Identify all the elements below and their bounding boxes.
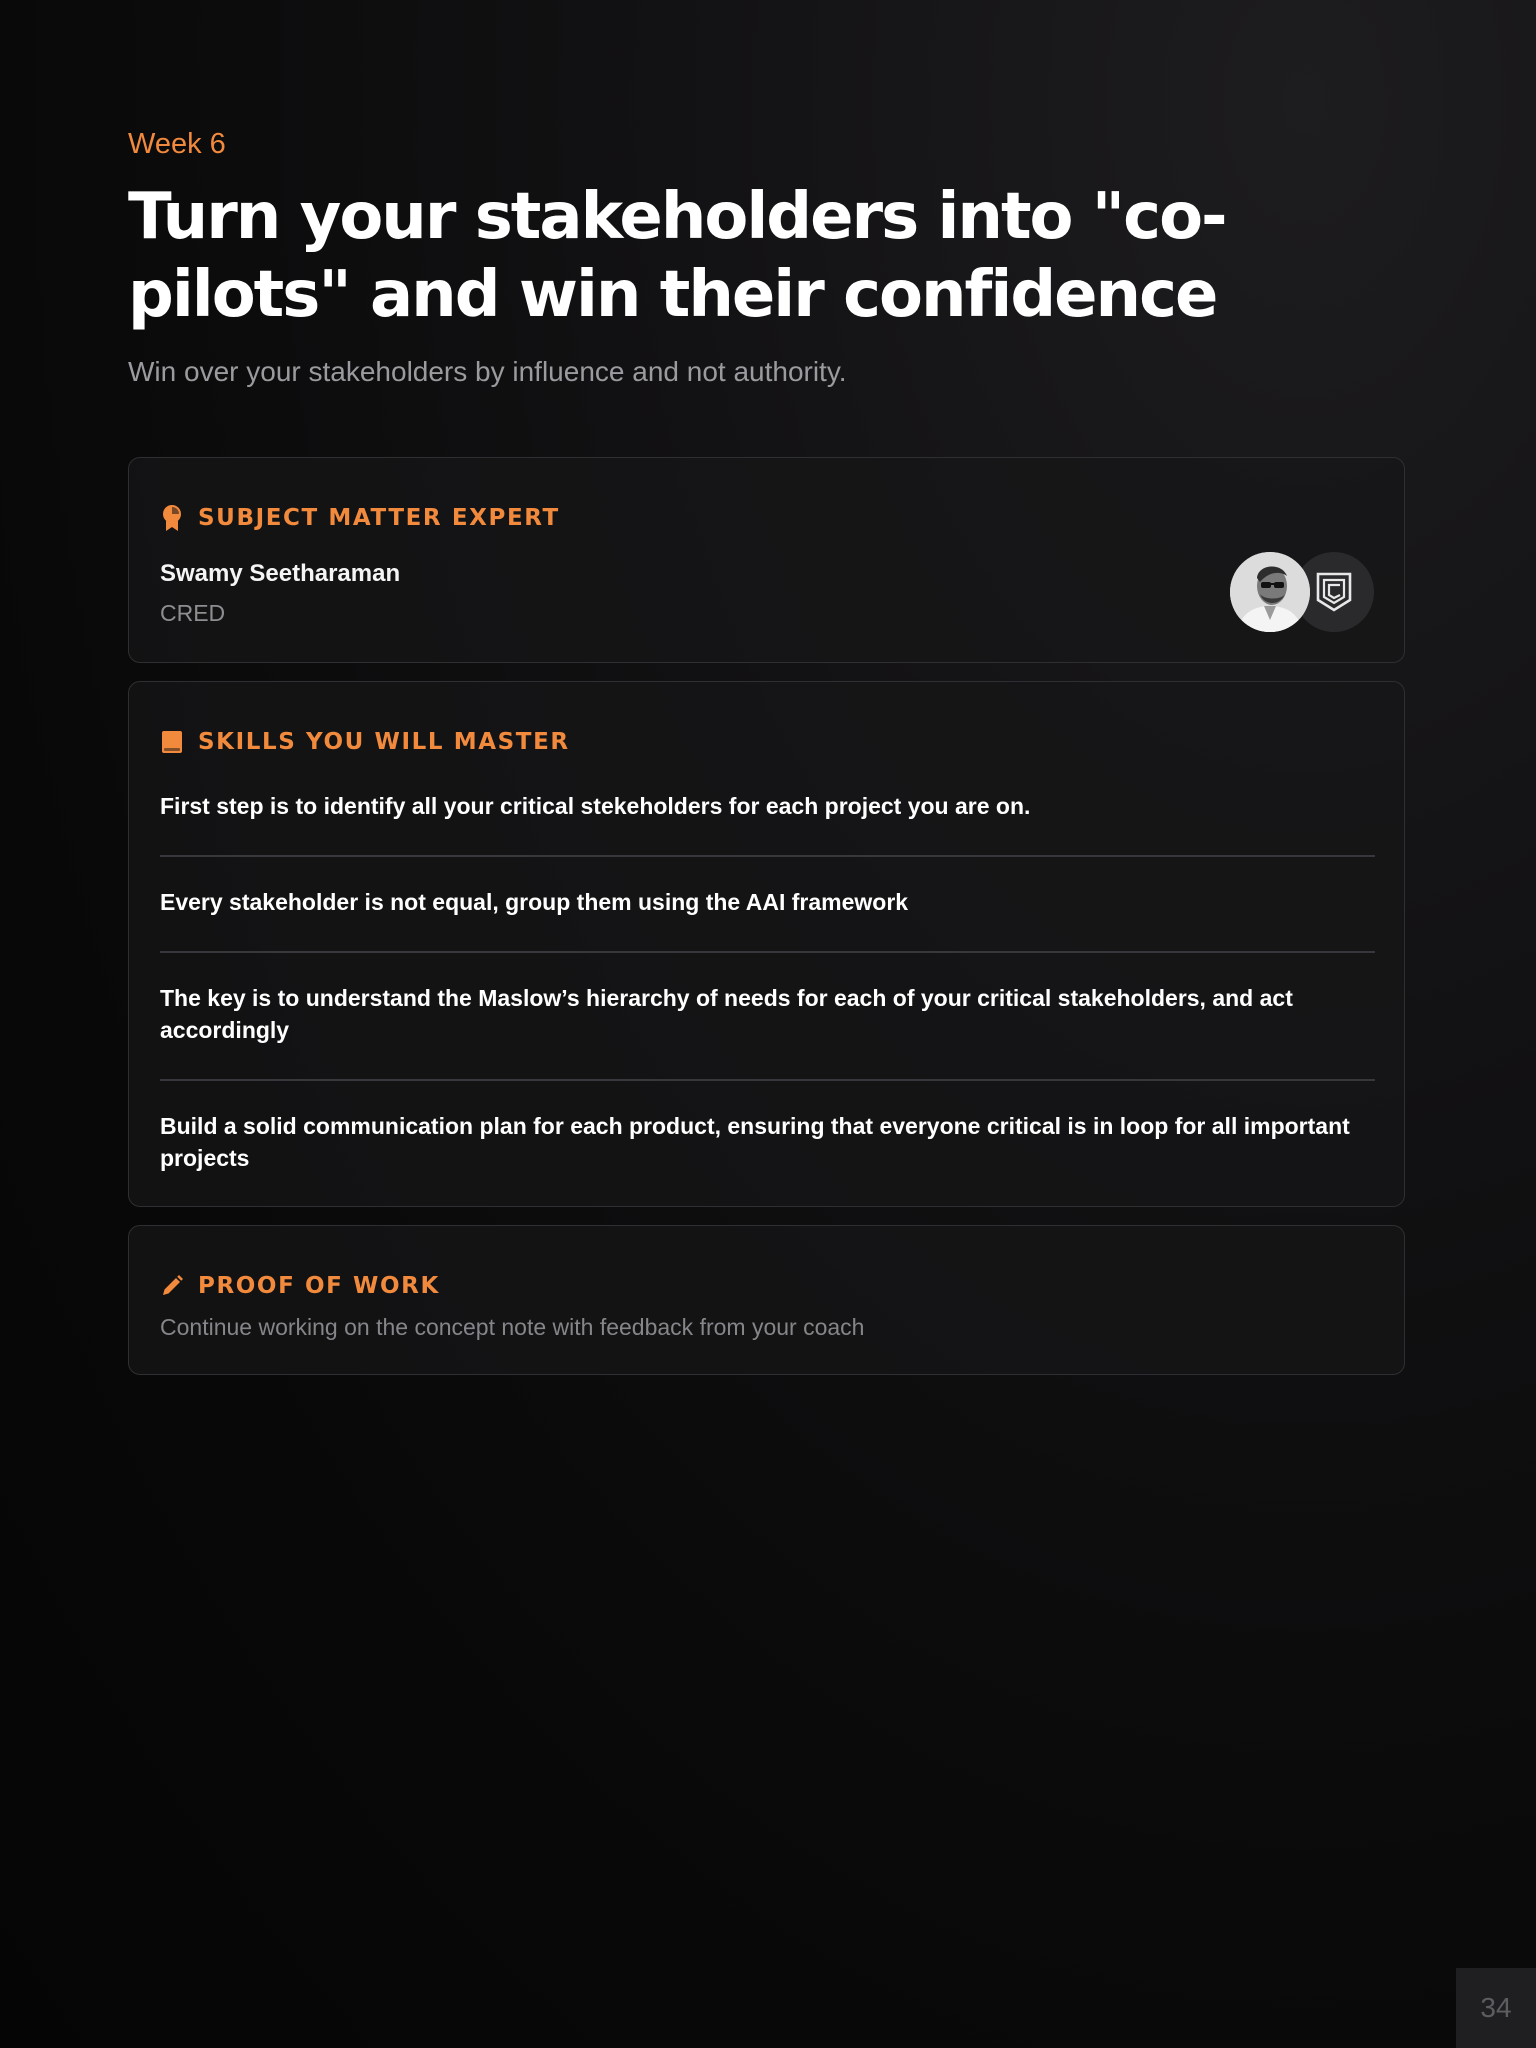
skill-item: First step is to identify all your critical stekeholders for each project you are on. [160,793,1031,819]
skill-item: Build a solid communication plan for each product, ensuring that everyone critical is in loop for all important projects [160,1113,1350,1171]
skill-item: Every stakeholder is not equal, group them using the AAI framework [160,889,909,915]
pencil-icon [160,1272,184,1300]
page-title: Turn your stakeholders into "co-pilots" and win their confidence [128,180,1226,332]
skill-divider [160,1079,1375,1081]
expert-name: Swamy Seetharaman [160,560,401,587]
proof-card-title: PROOF OF WORK [198,1273,440,1299]
skills-card [128,681,1405,1207]
expert-avatars [1230,552,1374,634]
book-icon [160,728,184,756]
week-label: Week 6 [128,128,226,160]
expert-avatar [1230,552,1310,632]
expert-card-header [160,498,560,538]
proof-of-work-text: Continue working on the concept note with feedback from your coach [160,1314,865,1340]
skills-card-header [160,722,570,762]
proof-of-work-card [128,1225,1405,1375]
page-number: 34 [1456,1968,1536,2048]
page-subtitle: Win over your stakeholders by influence and not authority. [128,356,847,387]
expert-company: CRED [160,600,226,626]
expert-card-title: SUBJECT MATTER EXPERT [198,505,560,531]
subject-matter-expert-card [128,457,1405,663]
skill-item: The key is to understand the Maslow’s hierarchy of needs for each of your critical stakeholders, and act accordingly [160,985,1293,1043]
skill-divider [160,855,1375,857]
award-medal-icon [160,504,184,532]
skill-divider [160,951,1375,953]
skills-card-title: SKILLS YOU WILL MASTER [198,729,570,755]
proof-card-header [160,1266,440,1306]
